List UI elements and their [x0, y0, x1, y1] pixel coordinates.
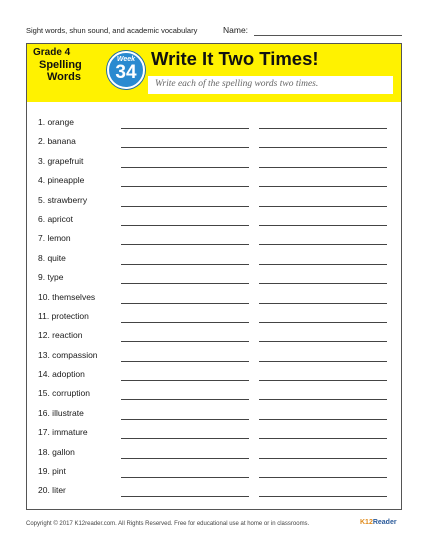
write-line-second[interactable]	[259, 303, 387, 304]
spelling-word: 17. immature	[38, 427, 88, 438]
spelling-word: 11. protection	[38, 310, 89, 321]
name-line	[254, 35, 402, 36]
spelling-word: 12. reaction	[38, 330, 83, 341]
name-label: Name:	[223, 25, 249, 35]
instructions-text: Write each of the spelling words two times.	[155, 79, 319, 89]
spelling-word: 2. banana	[38, 136, 76, 147]
write-line-first[interactable]	[121, 322, 249, 323]
spelling-word: 20. liter	[38, 485, 66, 496]
word-row	[27, 422, 401, 441]
spelling-word: 3. grapefruit	[38, 155, 84, 166]
write-line-first[interactable]	[121, 128, 249, 129]
spelling-word: 13. compassion	[38, 349, 98, 360]
spelling-word: 10. themselves	[38, 291, 96, 302]
write-line-first[interactable]	[121, 380, 249, 381]
logo-main: K12	[360, 519, 373, 526]
week-label: Week	[116, 56, 136, 63]
page-title: Write It Two Times!	[151, 48, 319, 69]
write-line-second[interactable]	[259, 361, 387, 362]
spelling-word: 8. quite	[38, 252, 66, 263]
write-line-second[interactable]	[259, 322, 387, 323]
write-line-second[interactable]	[259, 496, 387, 497]
worksheet-subtitle: Sight words, shun sound, and academic vocabulary	[26, 26, 198, 35]
copyright-text: Copyright © 2017 K12reader.com. All Rights Reserved. Free for educational use at home or in classrooms.	[26, 521, 310, 527]
spelling-word: 9. type	[38, 272, 64, 283]
write-line-second[interactable]	[259, 167, 387, 168]
write-line-first[interactable]	[121, 206, 249, 207]
write-line-first[interactable]	[121, 438, 249, 439]
word-row	[27, 403, 401, 422]
word-row	[27, 170, 401, 189]
word-row	[27, 383, 401, 402]
write-line-first[interactable]	[121, 341, 249, 342]
word-row	[27, 228, 401, 247]
worksheet-frame	[26, 43, 402, 510]
logo-accent: Reader	[372, 519, 397, 526]
write-line-second[interactable]	[259, 419, 387, 420]
title-banner	[27, 44, 401, 102]
spelling-word: 7. lemon	[38, 233, 71, 244]
write-line-first[interactable]	[121, 477, 249, 478]
spelling-word: 15. corruption	[38, 388, 90, 399]
spelling-word: 4. pineapple	[38, 175, 85, 186]
word-row	[27, 190, 401, 209]
word-row	[27, 325, 401, 344]
spelling-word: 5. strawberry	[38, 194, 88, 205]
instructions-box	[148, 76, 393, 94]
write-line-second[interactable]	[259, 206, 387, 207]
write-line-second[interactable]	[259, 399, 387, 400]
word-row	[27, 131, 401, 150]
word-row	[27, 209, 401, 228]
word-row	[27, 461, 401, 480]
week-badge	[107, 51, 145, 89]
write-line-second[interactable]	[259, 477, 387, 478]
write-line-first[interactable]	[121, 496, 249, 497]
spelling-word: 1. orange	[38, 117, 74, 127]
spelling-word: 6. apricot	[38, 213, 73, 224]
write-line-second[interactable]	[259, 458, 387, 459]
write-line-first[interactable]	[121, 264, 249, 265]
word-row	[27, 480, 401, 499]
write-line-first[interactable]	[121, 419, 249, 420]
word-row	[27, 364, 401, 383]
write-line-second[interactable]	[259, 128, 387, 129]
write-line-second[interactable]	[259, 147, 387, 148]
word-list	[27, 112, 401, 500]
write-line-first[interactable]	[121, 244, 249, 245]
spelling-label: Spelling	[39, 59, 82, 71]
write-line-first[interactable]	[121, 458, 249, 459]
spelling-word: 18. gallon	[38, 446, 75, 457]
word-row	[27, 287, 401, 306]
words-label: Words	[47, 71, 82, 83]
write-line-first[interactable]	[121, 147, 249, 148]
word-row	[27, 267, 401, 286]
word-row	[27, 345, 401, 364]
worksheet-header	[26, 23, 402, 41]
write-line-first[interactable]	[121, 283, 249, 284]
write-line-second[interactable]	[259, 186, 387, 187]
word-row	[27, 112, 401, 131]
word-row	[27, 442, 401, 461]
write-line-first[interactable]	[121, 303, 249, 304]
write-line-first[interactable]	[121, 399, 249, 400]
spelling-word: 14. adoption	[38, 369, 85, 380]
write-line-second[interactable]	[259, 380, 387, 381]
write-line-second[interactable]	[259, 283, 387, 284]
write-line-second[interactable]	[259, 244, 387, 245]
write-line-first[interactable]	[121, 167, 249, 168]
write-line-second[interactable]	[259, 264, 387, 265]
write-line-second[interactable]	[259, 438, 387, 439]
week-number: 34	[115, 62, 137, 83]
word-row	[27, 248, 401, 267]
word-row	[27, 151, 401, 170]
write-line-first[interactable]	[121, 225, 249, 226]
write-line-first[interactable]	[121, 361, 249, 362]
write-line-second[interactable]	[259, 225, 387, 226]
grade-label: Grade 4	[33, 47, 71, 58]
word-row	[27, 306, 401, 325]
write-line-second[interactable]	[259, 341, 387, 342]
spelling-word: 16. illustrate	[38, 407, 84, 418]
k12reader-logo	[360, 519, 397, 526]
spelling-word: 19. pint	[38, 466, 66, 477]
write-line-first[interactable]	[121, 186, 249, 187]
